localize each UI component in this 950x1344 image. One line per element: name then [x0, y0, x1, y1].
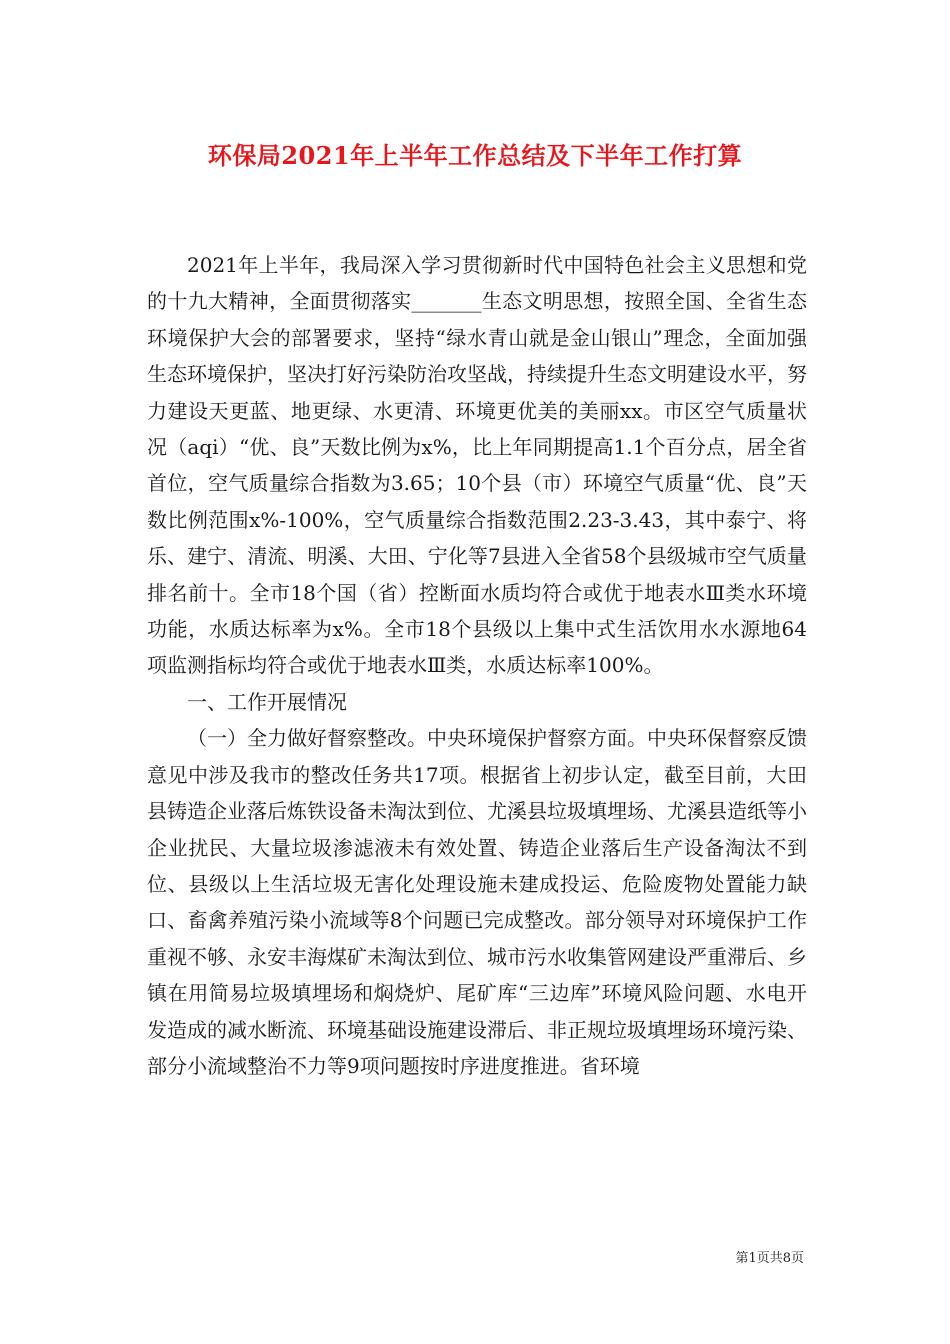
section-heading: 一、工作开展情况: [187, 689, 347, 714]
document-body: [147, 247, 807, 1084]
page-number: 第1页共8页: [735, 1251, 804, 1266]
paragraph-intro: 2021年上半年，我局深入学习贯彻新时代中国特色社会主义思想和党的十九大精神，全面贯彻落实_______生态文明思想，按照全国、全省生态环境保护大会的部署要求，坚持“绿水青山就是金山银山”理念，全面加强生态环境保护，坚决打好污染防治攻坚战，持续提升生态文明建设水平，努力建设天更蓝、地更绿、水更清、环境更优美的美丽xx。市区空气质量状况（aqi）“优、良”天数比例为x%，比上年同期提高1.1个百分点，居全省首位，空气质量综合指数为3.65；10个县（市）环境空气质量“优、良”天数比例范围x%-100%，空气质量综合指数范围2.23-3.43，其中泰宁、将乐、建宁、清流、明溪、大田、宁化等7县进入全省58个县级城市空气质量排名前十。全市18个国（省）控断面水质均符合或优于地表水Ⅲ类水环境功能，水质达标率为x%。全市18个县级以上集中式生活饮用水水源地64项监测指标均符合或优于地表水Ⅲ类，水质达标率100%。: [147, 253, 807, 678]
document-title: 环保局2021年上半年工作总结及下半年工作打算: [207, 141, 743, 170]
paragraph-supervision: （一）全力做好督察整改。中央环境保护督察方面。中央环保督察反馈意见中涉及我市的整改任务共17项。根据省上初步认定，截至目前，大田县铸造企业落后炼铁设备未淘汰到位、尤溪县垃圾填埋场、尤溪县造纸等小企业扰民、大量垃圾渗滤液未有效处置、铸造企业落后生产设备淘汰不到位、县级以上生活垃圾无害化处理设施未建成投运、危险废物处置能力缺口、畜禽养殖污染小流域等8个问题已完成整改。部分领导对环境保护工作重视不够、永安丰海煤矿未淘汰到位、城市污水收集管网建设严重滞后、乡镇在用简易垃圾填埋场和焖烧炉、尾矿库“三边库”环境风险问题、水电开发造成的减水断流、环境基础设施建设滞后、非正规垃圾填埋场环境污染、部分小流域整治不力等9项问题按时序进度推进。省环境: [147, 726, 807, 1078]
